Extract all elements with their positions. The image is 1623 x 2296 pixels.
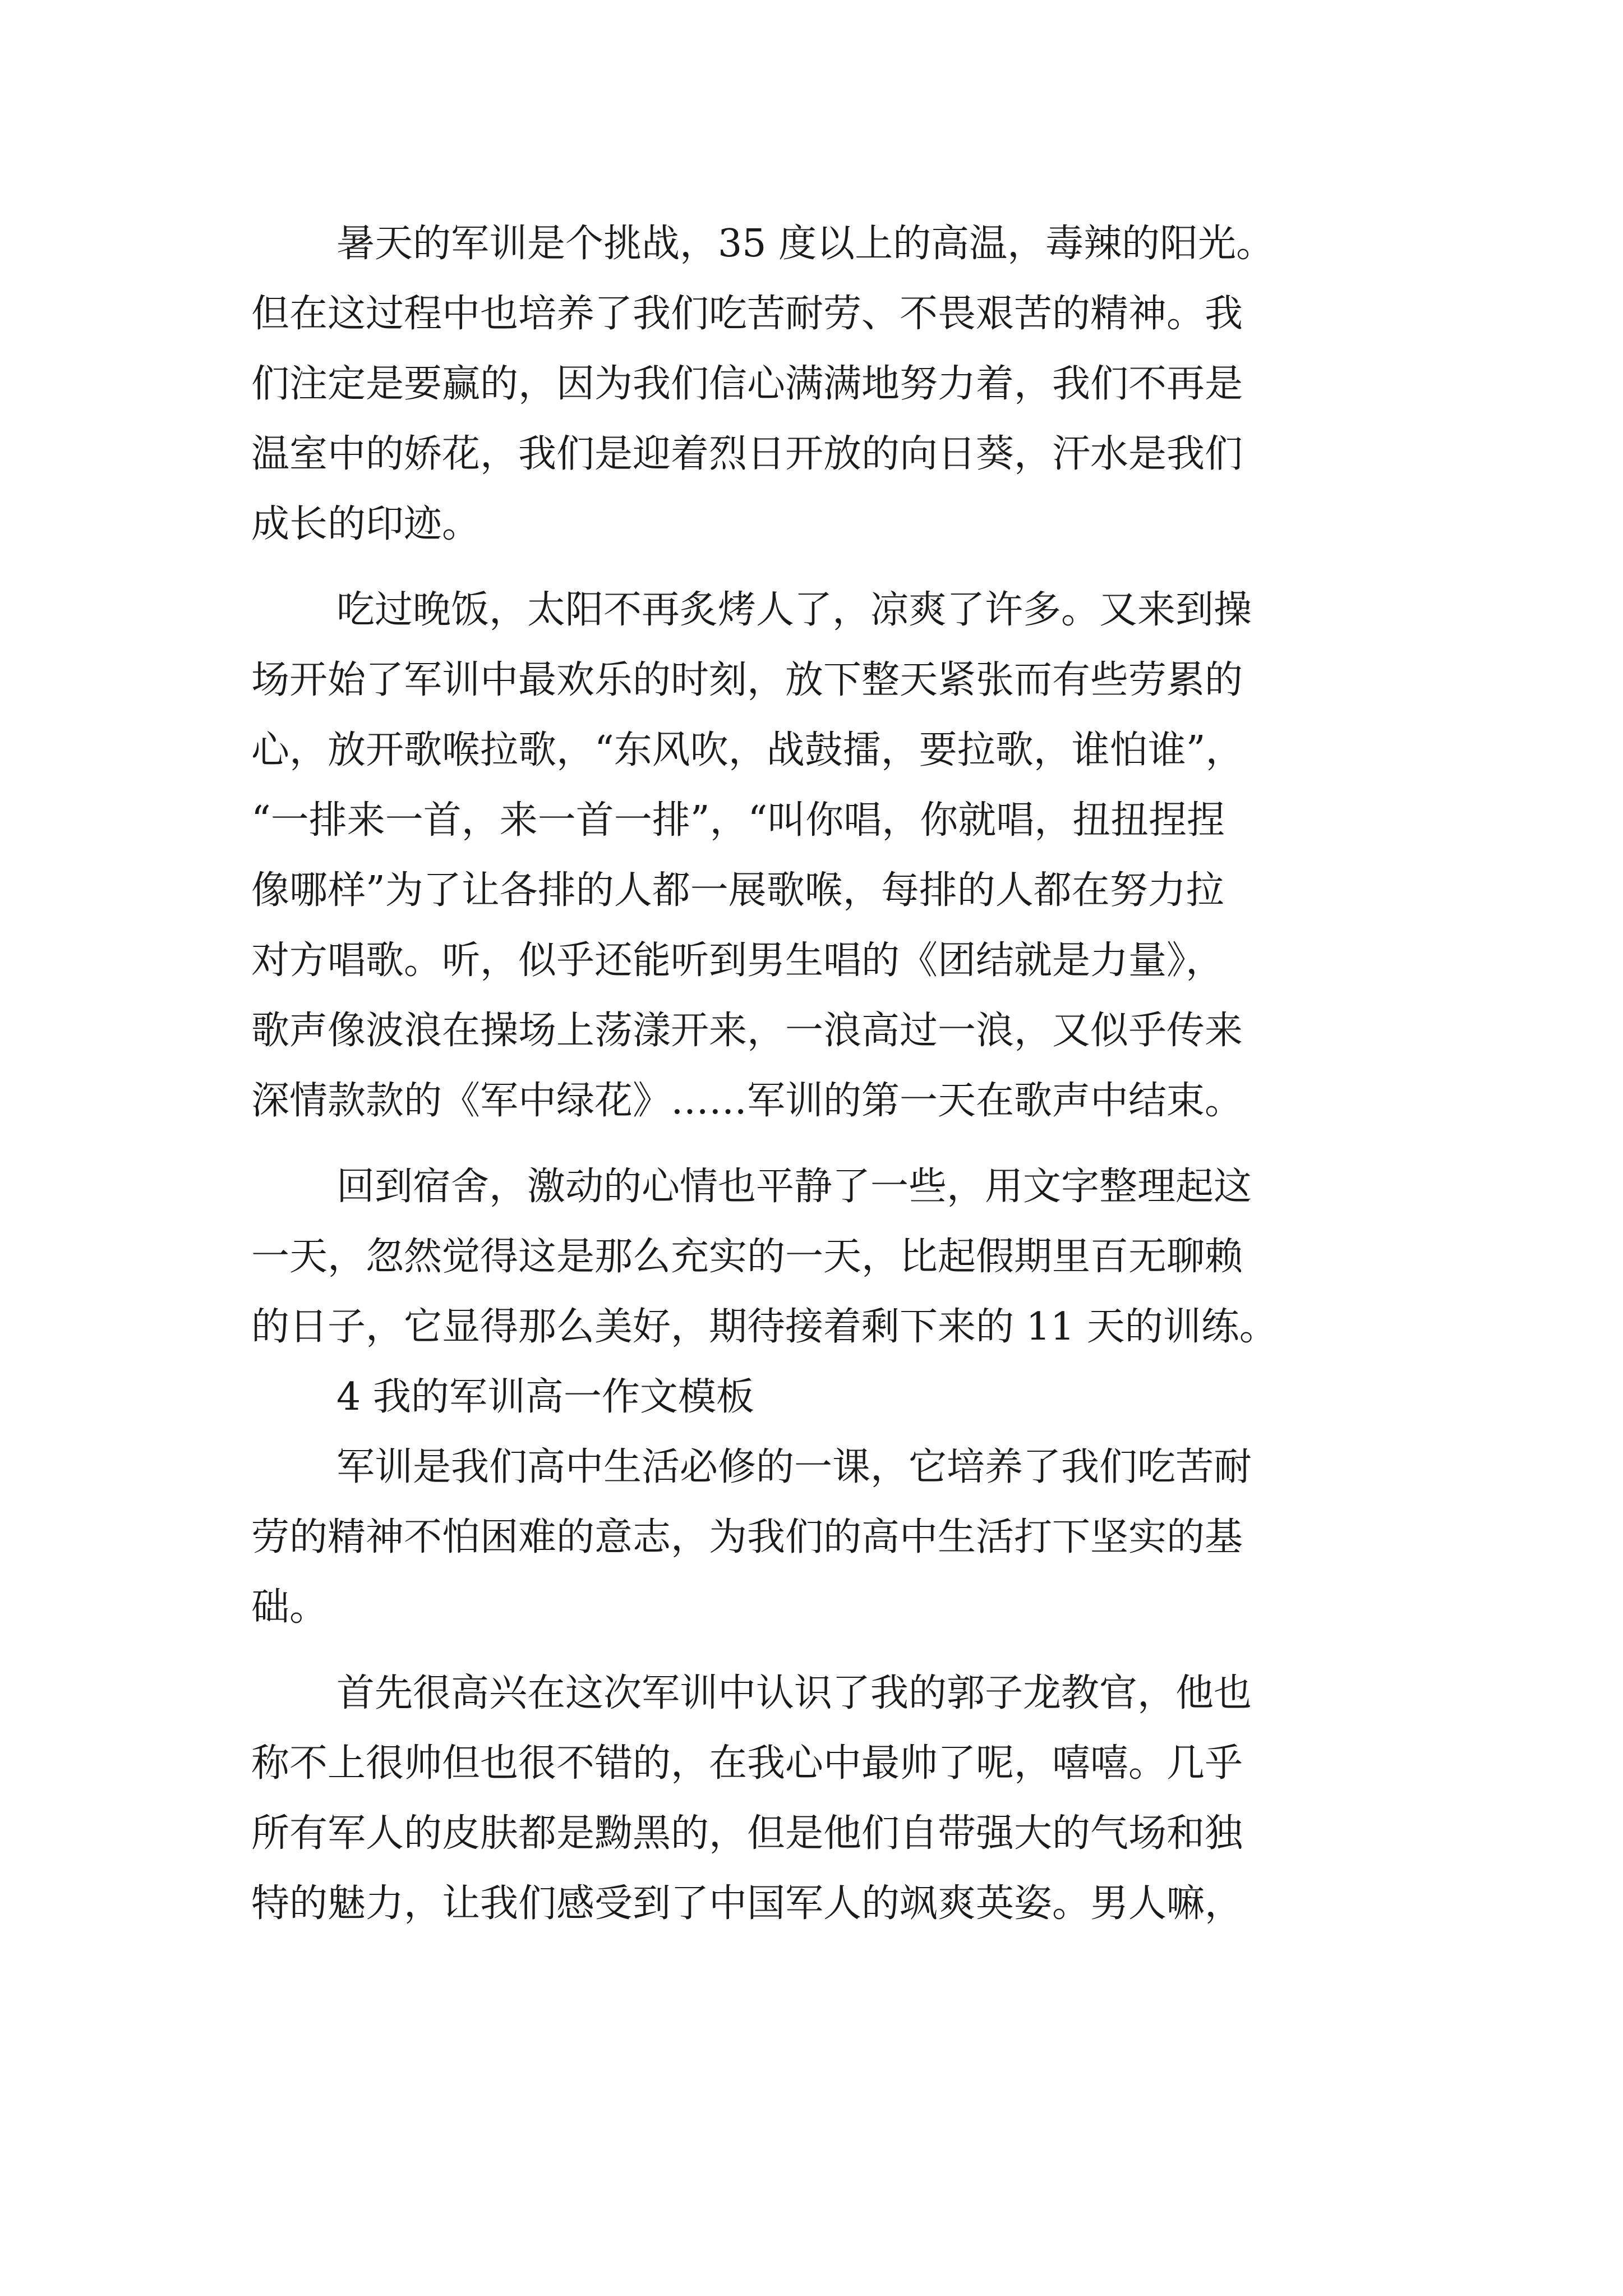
paragraph-spacer <box>251 559 1395 575</box>
text-line: 像哪样”为了让各排的人都一展歌喉，每排的人都在努力拉 <box>251 868 1224 913</box>
text-line: 一天，忽然觉得这是那么充实的一天，比起假期里百无聊赖 <box>251 1235 1243 1279</box>
text-line: 回到宿舍，激动的心情也平静了一些，用文字整理起这 <box>336 1165 1252 1209</box>
text-line: 暑天的军训是个挑战，35 度以上的高温，毒辣的阳光。 <box>336 222 1275 266</box>
text-line: 的日子，它显得那么美好，期待接着剩下来的 11 天的训练。 <box>251 1305 1278 1349</box>
text-line: 温室中的娇花，我们是迎着烈日开放的向日葵，汗水是我们 <box>251 432 1243 476</box>
text-line: 歌声像波浪在操场上荡漾开来，一浪高过一浪，又似乎传来 <box>251 1009 1243 1053</box>
text-line: 心，放开歌喉拉歌，“东风吹，战鼓擂，要拉歌，谁怕谁”， <box>251 728 1244 772</box>
text-line: 吃过晚饭，太阳不再炙烤人了，凉爽了许多。又来到操 <box>336 588 1252 632</box>
paragraph-5 <box>251 1658 1395 1939</box>
paragraph-4 <box>251 1432 1395 1642</box>
paragraph-spacer <box>251 1642 1395 1658</box>
text-line: “一排来一首，来一首一排”，“叫你唱，你就唱，扭扭捏捏 <box>251 798 1225 843</box>
text-line: 础。 <box>251 1585 328 1630</box>
text-line: 军训是我们高中生活必修的一课，它培养了我们吃苦耐 <box>336 1445 1252 1489</box>
text-line: 们注定是要赢的，因为我们信心满满地努力着，我们不再是 <box>251 362 1243 406</box>
text-line: 成长的印迹。 <box>251 502 481 546</box>
text-line: 劳的精神不怕困难的意志，为我们的高中生活打下坚实的基 <box>251 1515 1243 1559</box>
paragraph-1 <box>251 209 1395 559</box>
document-body <box>251 209 1395 1939</box>
text-line: 首先很高兴在这次军训中认识了我的郭子龙教官，他也 <box>336 1671 1252 1715</box>
text-line: 但在这过程中也培养了我们吃苦耐劳、不畏艰苦的精神。我 <box>251 292 1243 336</box>
heading-text: 4 我的军训高一作文模板 <box>336 1375 754 1419</box>
paragraph-spacer <box>251 1136 1395 1152</box>
text-line: 深情款款的《军中绿花》……军训的第一天在歌声中结束。 <box>251 1079 1243 1123</box>
text-line: 称不上很帅但也很不错的，在我心中最帅了呢，嘻嘻。几乎 <box>251 1741 1243 1786</box>
text-line: 所有军人的皮肤都是黝黑的，但是他们自带强大的气场和独 <box>251 1811 1243 1856</box>
paragraph-3 <box>251 1152 1395 1362</box>
text-line: 场开始了军训中最欢乐的时刻，放下整天紧张而有些劳累的 <box>251 658 1243 702</box>
text-line: 对方唱歌。听，似乎还能听到男生唱的《团结就是力量》， <box>251 938 1224 983</box>
text-line: 特的魅力，让我们感受到了中国军人的飒爽英姿。男人嘛， <box>251 1881 1243 1926</box>
paragraph-2 <box>251 575 1395 1136</box>
section-heading <box>251 1362 1395 1432</box>
